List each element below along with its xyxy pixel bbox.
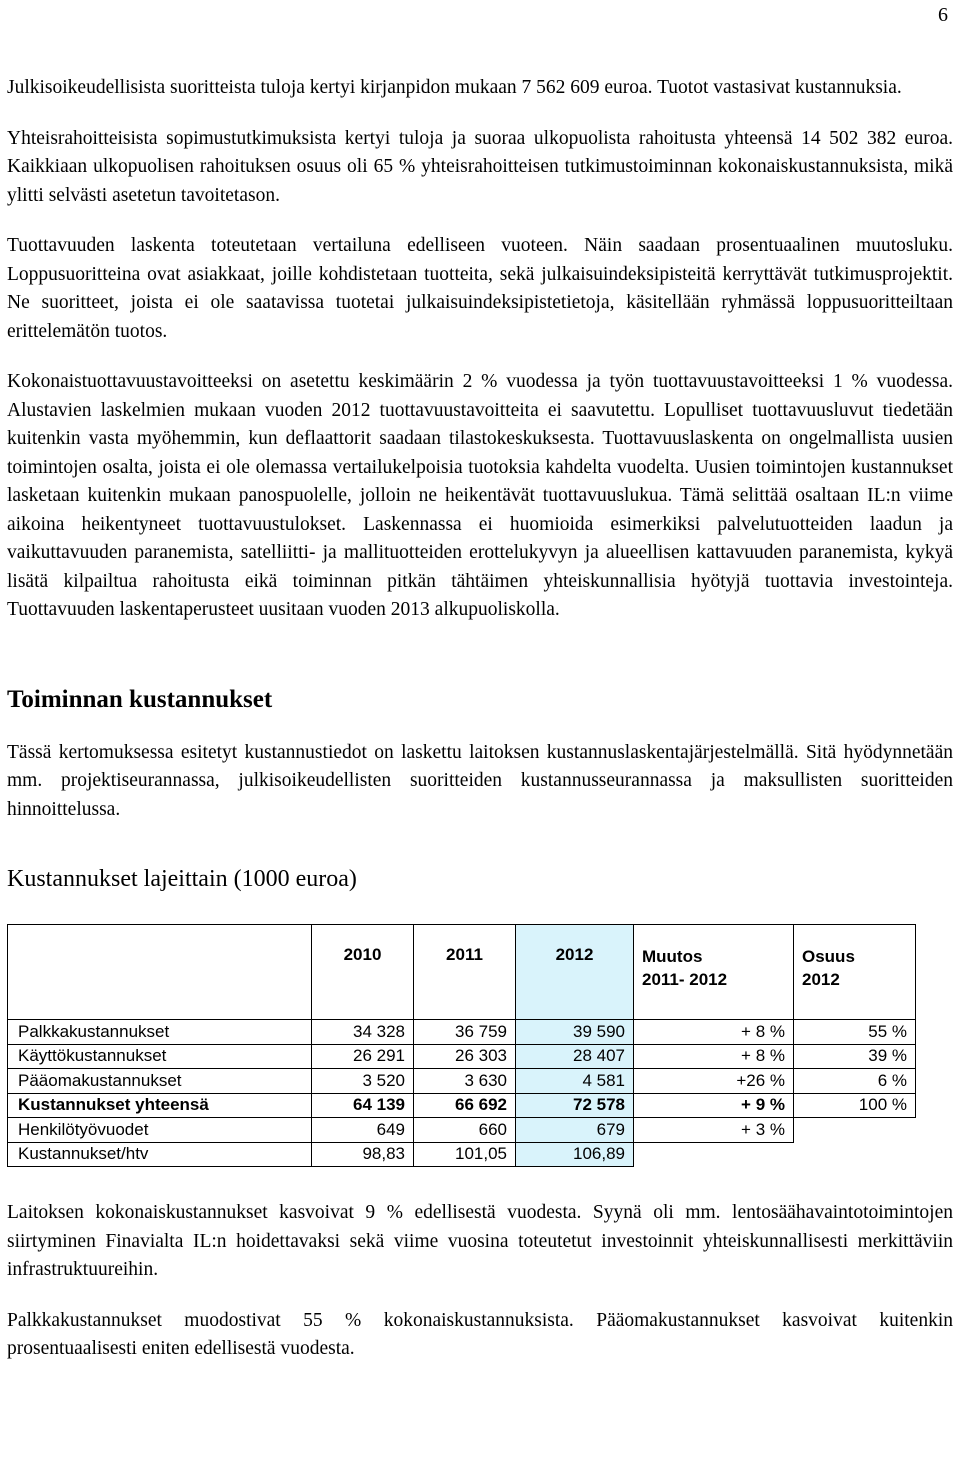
- cell-change: +26 %: [634, 1069, 794, 1094]
- cell-2011: 26 303: [414, 1044, 516, 1069]
- cell-change: + 8 %: [634, 1020, 794, 1045]
- cell-2012: 28 407: [516, 1044, 634, 1069]
- table-row: [8, 1142, 916, 1167]
- table-row: [8, 1044, 916, 1069]
- header-2010: 2010: [312, 925, 414, 1020]
- cell-2011: 3 630: [414, 1069, 516, 1094]
- cell-change: + 8 %: [634, 1044, 794, 1069]
- cell-2012: 106,89: [516, 1142, 634, 1167]
- document-body: [7, 74, 953, 1364]
- paragraph-joint-funding: Yhteisrahoitteisista sopimustutkimuksista kertyi tuloja ja suoraa ulkopuolista rahoitusta yhteensä 14 502 382 euroa. Kaikkiaan ulkopuolisen rahoituksen osuus oli 65 % yhteisrahoitteisen tutkimustoiminnan kokonaiskustannuksista, mikä ylitti selvästi asetetun tavoitetason.: [7, 127, 953, 206]
- header-share-line2: 2012: [802, 970, 840, 989]
- section-heading: Toiminnan kustannukset: [7, 685, 273, 713]
- cell-empty: [634, 1142, 794, 1167]
- cell-2011: 66 692: [414, 1093, 516, 1118]
- cell-2010: 98,83: [312, 1142, 414, 1167]
- section-intro: Tässä kertomuksessa esitetyt kustannustiedot on laskettu laitoksen kustannuslaskentajärjestelmällä. Sitä hyödynnetään mm. projektiseurannassa, julkisoikeudellisten suoritteiden kustannusseurannassa ja maksullisten suoritteiden hinnoittelussa.: [7, 741, 953, 820]
- row-label: Palkkakustannukset: [8, 1020, 312, 1045]
- cell-empty: [794, 1142, 916, 1167]
- cell-empty: [794, 1118, 916, 1143]
- cell-2012: 39 590: [516, 1020, 634, 1045]
- cell-2011: 101,05: [414, 1142, 516, 1167]
- header-share: [794, 925, 916, 1020]
- row-label: Kustannukset/htv: [8, 1142, 312, 1167]
- cell-2011: 660: [414, 1118, 516, 1143]
- table-row-total: [8, 1093, 916, 1118]
- cell-2010: 649: [312, 1118, 414, 1143]
- cell-share: 39 %: [794, 1044, 916, 1069]
- page-number: 6: [938, 4, 948, 26]
- header-2011: 2011: [414, 925, 516, 1020]
- cell-share: 55 %: [794, 1020, 916, 1045]
- paragraph-public-services: Julkisoikeudellisista suoritteista tuloja kertyi kirjanpidon mukaan 7 562 609 euroa. Tuotot vastasivat kustannuksia.: [7, 77, 902, 98]
- table-title: Kustannukset lajeittain (1000 euroa): [7, 866, 357, 892]
- cell-2010: 3 520: [312, 1069, 414, 1094]
- header-change: [634, 925, 794, 1020]
- row-label: Pääomakustannukset: [8, 1069, 312, 1094]
- cell-2012: 679: [516, 1118, 634, 1143]
- header-2012: 2012: [516, 925, 634, 1020]
- header-share-line1: Osuus: [802, 947, 855, 966]
- table-row: [8, 1069, 916, 1094]
- row-label: Käyttökustannukset: [8, 1044, 312, 1069]
- paragraph-productivity-calc: Tuottavuuden laskenta toteutetaan vertailuna edelliseen vuoteen. Näin saadaan prosentuaalinen muutosluku. Loppusuoritteina ovat asiakkaat, joille kohdistetaan tuotteita, sekä julkaisuindeksipisteitä kerryttävät tutkimusprojektit. Ne suoritteet, joista ei ole saatavissa tuotetai julkaisuindeksipistetietoja, käsitellään ryhmässä loppusuoritteiltaan erittelemätön tuotos.: [7, 235, 953, 342]
- cell-2010: 26 291: [312, 1044, 414, 1069]
- header-label-cell: [8, 925, 312, 1020]
- cell-2012: 72 578: [516, 1093, 634, 1118]
- header-change-line2: 2011- 2012: [642, 970, 728, 989]
- cell-change: + 9 %: [634, 1093, 794, 1118]
- table-row: [8, 1020, 916, 1045]
- cost-table: [7, 924, 916, 1167]
- paragraph-productivity-targets: Kokonaistuottavuustavoitteeksi on asetettu keskimäärin 2 % vuodessa ja työn tuottavuustavoitteeksi 1 % vuodessa. Alustavien laskelmien mukaan vuoden 2012 tuottavuustavoitteita ei saavutettu. Lopulliset tuottavuusluvut tiedetään kuitenkin vasta myöhemmin, kun deflaattorit saadaan tilastokeskuksesta. Tuottavuuslaskenta on ongelmallista uusien toimintojen osalta, joista ei ole olemassa vertailukelpoisia tuotoksia kahdelta vuodelta. Uusien toimintojen kustannukset lasketaan kuitenkin mukaan panospuolelle, jolloin ne heikentävät tuottavuuslukua. Tämä selittää osaltaan IL:n viime aikoina heikentyneet tuottavuustulokset. Laskennassa ei huomioida esimerkiksi palvelutuotteiden laadun ja vaikuttavuuden paranemista, satelliitti- ja mallituotteiden erottelukyvyn ja alueellisen kattavuuden paranemista, kykyä lisätä kilpailtua rahoitusta eikä toiminnan pitkän tähtäimen yhteiskunnallisia hyötyjä tuottavia investointeja. Tuottavuuden laskentaperusteet uusitaan vuoden 2013 alkupuoliskolla.: [7, 371, 953, 620]
- cell-2010: 64 139: [312, 1093, 414, 1118]
- header-change-line1: Muutos: [642, 947, 703, 966]
- table-header-row: [8, 925, 916, 1020]
- cell-share: 100 %: [794, 1093, 916, 1118]
- row-label: Kustannukset yhteensä: [8, 1093, 312, 1118]
- cell-2012: 4 581: [516, 1069, 634, 1094]
- cell-2011: 36 759: [414, 1020, 516, 1045]
- row-label: Henkilötyövuodet: [8, 1118, 312, 1143]
- cell-change: + 3 %: [634, 1118, 794, 1143]
- table-row: [8, 1118, 916, 1143]
- cell-2010: 34 328: [312, 1020, 414, 1045]
- cell-share: 6 %: [794, 1069, 916, 1094]
- closing-paragraph-total-costs: Laitoksen kokonaiskustannukset kasvoivat 9 % edellisestä vuodesta. Syynä oli mm. lentosäähavaintotoimintojen siirtyminen Finavialta IL:n hoidettavaksi sekä viime vuosina toteutetut investoinnit yhteiskunnallisesti merkittäviin infrastruktuureihin.: [7, 1202, 953, 1280]
- closing-paragraph-salary-costs: Palkkakustannukset muodostivat 55 % kokonaiskustannuksista. Pääomakustannukset kasvoivat kuitenkin prosentuaalisesti eniten edellisestä vuodesta.: [7, 1309, 953, 1359]
